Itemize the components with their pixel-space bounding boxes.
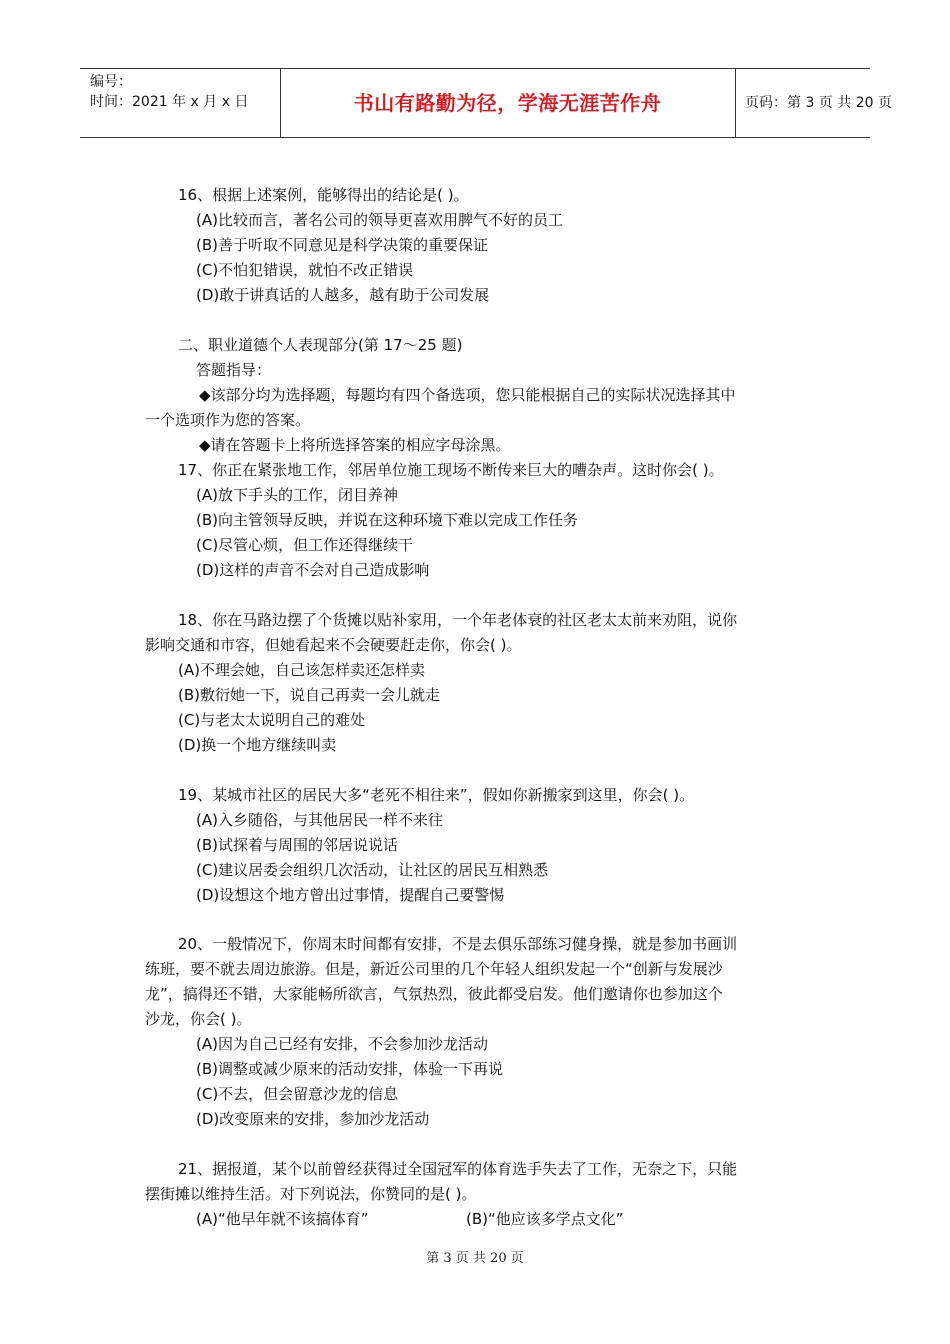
header-page-info: 页码：第 3 页 共 20 页 — [745, 95, 892, 111]
document-number-label: 编号： — [90, 74, 132, 90]
page-header — [80, 68, 892, 138]
option-18-d: (D)换一个地方继续叫卖 — [178, 736, 337, 754]
option-18-b: (B)敷衍她一下，说自己再卖一会儿就走 — [178, 686, 440, 704]
option-20-a: (A)因为自己已经有安排，不会参加沙龙活动 — [196, 1035, 488, 1053]
guide-bullet-2: ◆请在答题卡上将所选择答案的相应字母涂黑。 — [199, 436, 511, 454]
document-date: 时间：2021 年 x 月 x 日 — [90, 94, 249, 110]
option-16-c: (C)不怕犯错误，就怕不改正错误 — [196, 261, 414, 279]
option-16-d: (D)敢于讲真话的人越多，越有助于公司发展 — [196, 286, 490, 304]
section-2-heading: 二、职业道德个人表现部分(第 17～25 题) — [178, 336, 463, 354]
option-18-a: (A)不理会她，自己该怎样卖还怎样卖 — [178, 661, 425, 679]
header-motto-cell — [280, 69, 736, 137]
option-16-b: (B)善于听取不同意见是科学决策的重要保证 — [196, 236, 488, 254]
option-17-a: (A)放下手头的工作，闭目养神 — [196, 486, 398, 504]
header-page-cell — [735, 69, 892, 137]
question-21-line-2: 摆街摊以维持生活。对下列说法，你赞同的是( )。 — [145, 1185, 477, 1203]
option-16-a: (A)比较而言，著名公司的领导更喜欢用脾气不好的员工 — [196, 211, 563, 229]
question-17: 17、你正在紧张地工作，邻居单位施工现场不断传来巨大的嘈杂声。这时你会( )。 — [178, 461, 724, 479]
header-meta-cell — [80, 69, 281, 137]
option-17-d: (D)这样的声音不会对自己造成影响 — [196, 561, 430, 579]
option-20-b: (B)调整或减少原来的活动安排，体验一下再说 — [196, 1060, 503, 1078]
page-footer: 第 3 页 共 20 页 — [426, 1251, 524, 1266]
question-18-line-2: 影响交通和市容，但她看起来不会硬要赶走你，你会( )。 — [145, 636, 522, 654]
question-20-line-3: 龙”，搞得还不错，大家能畅所欲言，气氛热烈，彼此都受启发。他们邀请你也参加这个 — [145, 985, 723, 1003]
guide-bullet-1: ◆该部分均为选择题，每题均有四个备选项，您只能根据自己的实际状况选择其中 — [199, 386, 736, 404]
guide-bullet-1-cont: 一个选项作为您的答案。 — [145, 411, 311, 429]
question-21-line-1: 21、据报道，某个以前曾经获得过全国冠军的体育选手失去了工作，无奈之下，只能 — [178, 1160, 738, 1178]
option-20-d: (D)改变原来的安排，参加沙龙活动 — [196, 1110, 430, 1128]
motto: 书山有路勤为径，学海无涯苦作舟 — [353, 91, 662, 115]
question-16: 16、根据上述案例，能够得出的结论是( )。 — [178, 186, 469, 204]
question-20-line-2: 练班，要不就去周边旅游。但是，新近公司里的几个年轻人组织发起一个“创新与发展沙 — [145, 960, 723, 978]
option-21-b: (B)“他应该多学点文化” — [466, 1210, 624, 1228]
question-20-line-4: 沙龙，你会( )。 — [145, 1010, 252, 1028]
question-20-line-1: 20、一般情况下，你周末时间都有安排，不是去俱乐部练习健身操，就是参加书画训 — [178, 935, 738, 953]
option-19-b: (B)试探着与周围的邻居说说话 — [196, 836, 398, 854]
question-19: 19、某城市社区的居民大多“老死不相往来”，假如你新搬家到这里，你会( )。 — [178, 786, 695, 804]
option-21-a: (A)“他早年就不该搞体育” — [196, 1210, 369, 1228]
answer-guide-label: 答题指导： — [196, 361, 272, 379]
option-19-a: (A)入乡随俗，与其他居民一样不来往 — [196, 811, 443, 829]
option-17-b: (B)向主管领导反映，并说在这种环境下难以完成工作任务 — [196, 511, 578, 529]
option-17-c: (C)尽管心烦，但工作还得继续干 — [196, 536, 414, 554]
option-19-d: (D)设想这个地方曾出过事情，提醒自己要警惕 — [196, 886, 505, 904]
question-18-line-1: 18、你在马路边摆了个货摊以贴补家用，一个年老体衰的社区老太太前来劝阻，说你 — [178, 611, 738, 629]
option-20-c: (C)不去，但会留意沙龙的信息 — [196, 1085, 399, 1103]
option-19-c: (C)建议居委会组织几次活动，让社区的居民互相熟悉 — [196, 861, 549, 879]
option-18-c: (C)与老太太说明自己的难处 — [178, 711, 366, 729]
